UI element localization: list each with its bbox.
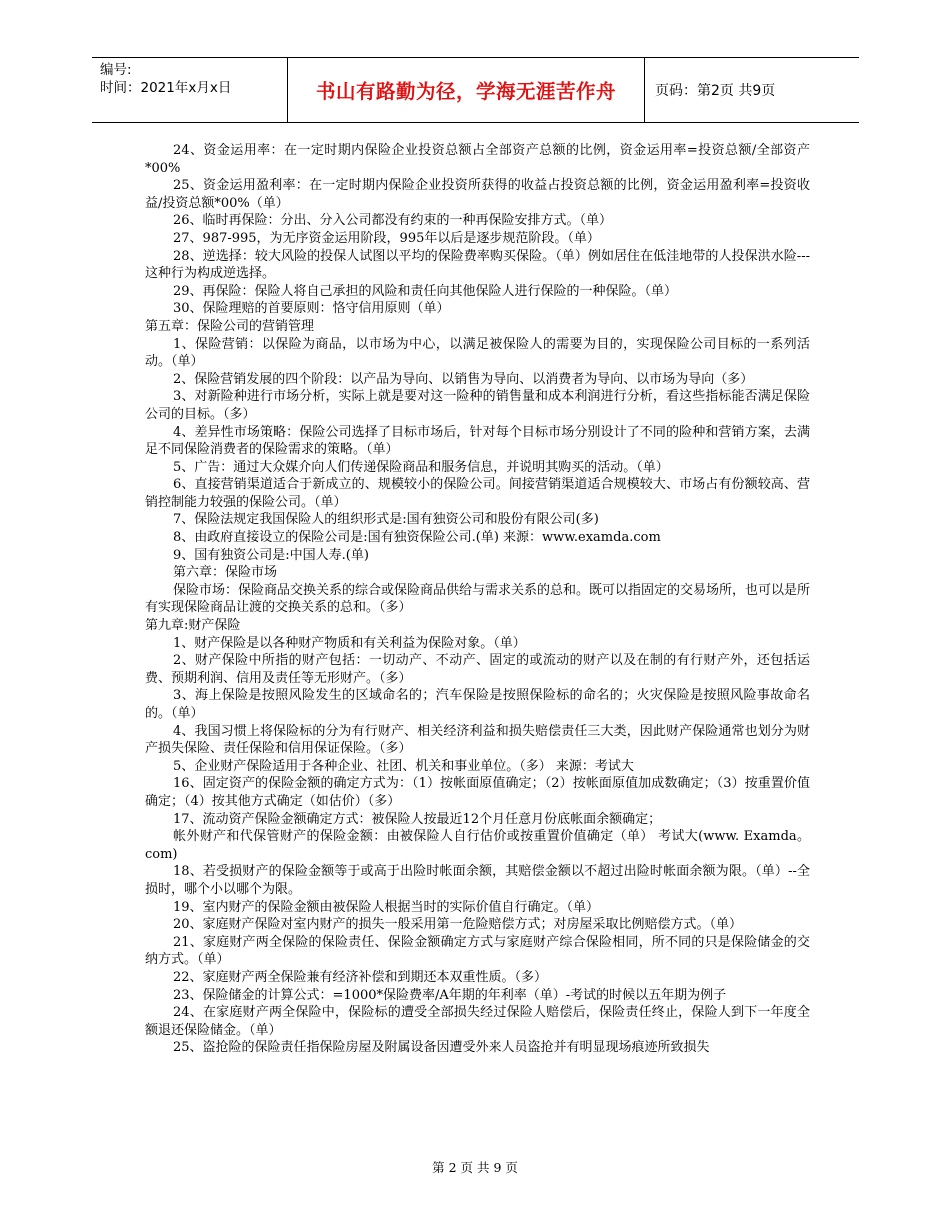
header-page-indicator bbox=[645, 58, 859, 122]
page-header bbox=[92, 57, 859, 123]
body-paragraph: 30、保险理赔的首要原则：恪守信用原则（单） bbox=[173, 301, 450, 317]
body-paragraph: 1、保险营销：以保险为商品，以市场为中心，以满足被保险人的需要为目的，实现保险公司目标的一系列活动。（单） bbox=[145, 336, 810, 370]
body-paragraph: 24、资金运用率：在一定时期内保险企业投资总额占全部资产总额的比例，资金运用率=投资总额/全部资产*00% bbox=[145, 143, 810, 176]
page-footer bbox=[0, 1158, 950, 1176]
header-meta bbox=[92, 58, 287, 122]
body-paragraph: 16、固定资产的保险金额的确定方式为：（1）按帐面原值确定；（2）按帐面原值加成数确定；（3）按重置价值确定；（4）按其他方式确定（如估价）（多） bbox=[145, 776, 810, 809]
body-paragraph: 5、广告：通过大众媒介向人们传递保险商品和服务信息，并说明其购买的活动。（单） bbox=[173, 459, 669, 475]
body-paragraph: 29、再保险：保险人将自己承担的风险和责任向其他保险人进行保险的一种保险。（单） bbox=[173, 283, 678, 299]
body-paragraph: 26、临时再保险：分出、分入公司都没有约束的一种再保险安排方式。（单） bbox=[173, 213, 613, 229]
body-paragraph: 第九章:财产保险 bbox=[145, 618, 241, 634]
body-paragraph: 7、保险法规定我国保险人的组织形式是:国有独资公司和股份有限公司(多) bbox=[173, 512, 599, 528]
body-paragraph: 第六章：保险市场 bbox=[173, 565, 278, 581]
body-paragraph: 24、在家庭财产两全保险中，保险标的遭受全部损失经过保险人赔偿后，保险责任终止，保险人到下一年度全额退还保险储金。（单） bbox=[145, 1005, 810, 1038]
body-paragraph: 第五章：保险公司的营销管理 bbox=[145, 318, 315, 334]
body-paragraph: 18、若受损财产的保险金额等于或高于出险时帐面余额，其赔偿金额以不超过出险时帐面余额为限。（单）--全损时，哪个小以哪个为限。 bbox=[145, 864, 810, 897]
body-paragraph: 25、资金运用盈利率：在一定时期内保险企业投资所获得的收益占投资总额的比例，资金运用盈利率=投资收益/投资总额*00%（单） bbox=[145, 178, 810, 211]
document-number-label: 编号: bbox=[100, 62, 132, 78]
motto-text: 书山有路勤为径，学海无涯苦作舟 bbox=[315, 80, 616, 103]
body-paragraph: 3、对新险种进行市场分析，实际上就是要对这一险种的销售量和成本利润进行分析，看这些指标能否满足保险公司的目标。（多） bbox=[145, 389, 810, 422]
body-paragraph: 5、企业财产保险适用于各种企业、社团、机关和事业单位。（多） 来源：考试大 bbox=[173, 758, 634, 774]
body-paragraph: 1、财产保险是以各种财产物质和有关利益为保险对象。（单） bbox=[173, 635, 526, 651]
body-paragraph: 4、差异性市场策略：保险公司选择了目标市场后，针对每个目标市场分别设计了不同的险种和营销方案，去满足不同保险消费者的保险需求的策略。（单） bbox=[145, 424, 810, 458]
header-motto bbox=[287, 58, 645, 122]
body-paragraph: 保险市场：保险商品交换关系的综合或保险商品供给与需求关系的总和。既可以指固定的交易场所，也可以是所有实现保险商品让渡的交换关系的总和。（多） bbox=[145, 582, 811, 616]
document-body bbox=[145, 142, 810, 1057]
body-paragraph: 19、室内财产的保险金额由被保险人根据当时的实际价值自行确定。（单） bbox=[173, 899, 600, 915]
body-paragraph: 17、流动资产保险金额确定方式：被保险人按最近12个月任意月份底帐面余额确定； bbox=[173, 811, 662, 827]
page-number-label: 页码：第2页 共9页 bbox=[655, 83, 776, 99]
body-paragraph: 22、家庭财产两全保险兼有经济补偿和到期还本双重性质。（多） bbox=[173, 969, 548, 985]
body-paragraph: 28、逆选择：较大风险的投保人试图以平均的保险费率购买保险。（单）例如居住在低洼地带的人投保洪水险---这种行为构成逆选择。 bbox=[145, 248, 810, 282]
body-paragraph: 20、家庭财产保险对室内财产的损失一般采用第一危险赔偿方式；对房屋采取比例赔偿方式。（单） bbox=[173, 917, 743, 933]
body-paragraph: 帐外财产和代保管财产的保险金额：由被保险人自行估价或按重置价值确定（单） 考试大(www. Examda。com) bbox=[145, 829, 810, 862]
body-paragraph: 3、海上保险是按照风险发生的区域命名的；汽车保险是按照保险标的命名的；火灾保险是按照风险事故命名的。（单） bbox=[145, 688, 810, 721]
footer-page-number: 第 2 页 共 9 页 bbox=[432, 1160, 518, 1175]
body-paragraph: 21、家庭财产两全保险的保险责任、保险金额确定方式与家庭财产综合保险相同，所不同的只是保险储金的交纳方式。（单） bbox=[145, 934, 810, 968]
body-paragraph: 4、我国习惯上将保险标的分为有行财产、相关经济利益和损失赔偿责任三大类，因此财产保险通常也划分为财产损失保险、责任保险和信用保证保险。（多） bbox=[145, 723, 810, 757]
body-paragraph: 27、987-995，为无序资金运用阶段，995年以后是逐步规范阶段。（单） bbox=[173, 230, 600, 246]
body-paragraph: 23、保险储金的计算公式：=1000*保险费率/A年期的年利率（单）-考试的时候以五年期为例子 bbox=[173, 987, 727, 1003]
body-paragraph: 9、国有独资公司是:中国人寿.(单) bbox=[173, 547, 369, 563]
body-paragraph: 6、直接营销渠道适合于新成立的、规模较小的保险公司。间接营销渠道适合规模较大、市场占有份额较高、营销控制能力较强的保险公司。（单） bbox=[145, 477, 810, 510]
body-paragraph: 2、保险营销发展的四个阶段：以产品为导向、以销售为导向、以消费者为导向、以市场为导向（多） bbox=[173, 371, 754, 387]
body-paragraph: 25、盗抢险的保险责任指保险房屋及附属设备因遭受外来人员盗抢并有明显现场痕迹所致损失 bbox=[173, 1040, 710, 1056]
document-time-label: 时间：2021年x月x日 bbox=[100, 80, 232, 96]
body-paragraph: 2、财产保险中所指的财产包括：一切动产、不动产、固定的或流动的财产以及在制的有行财产外，还包括运费、预期利润、信用及责任等无形财产。（多） bbox=[145, 653, 810, 686]
body-paragraph: 8、由政府直接设立的保险公司是:国有独资保险公司.(单) 来源：www.examda.com bbox=[173, 530, 661, 546]
